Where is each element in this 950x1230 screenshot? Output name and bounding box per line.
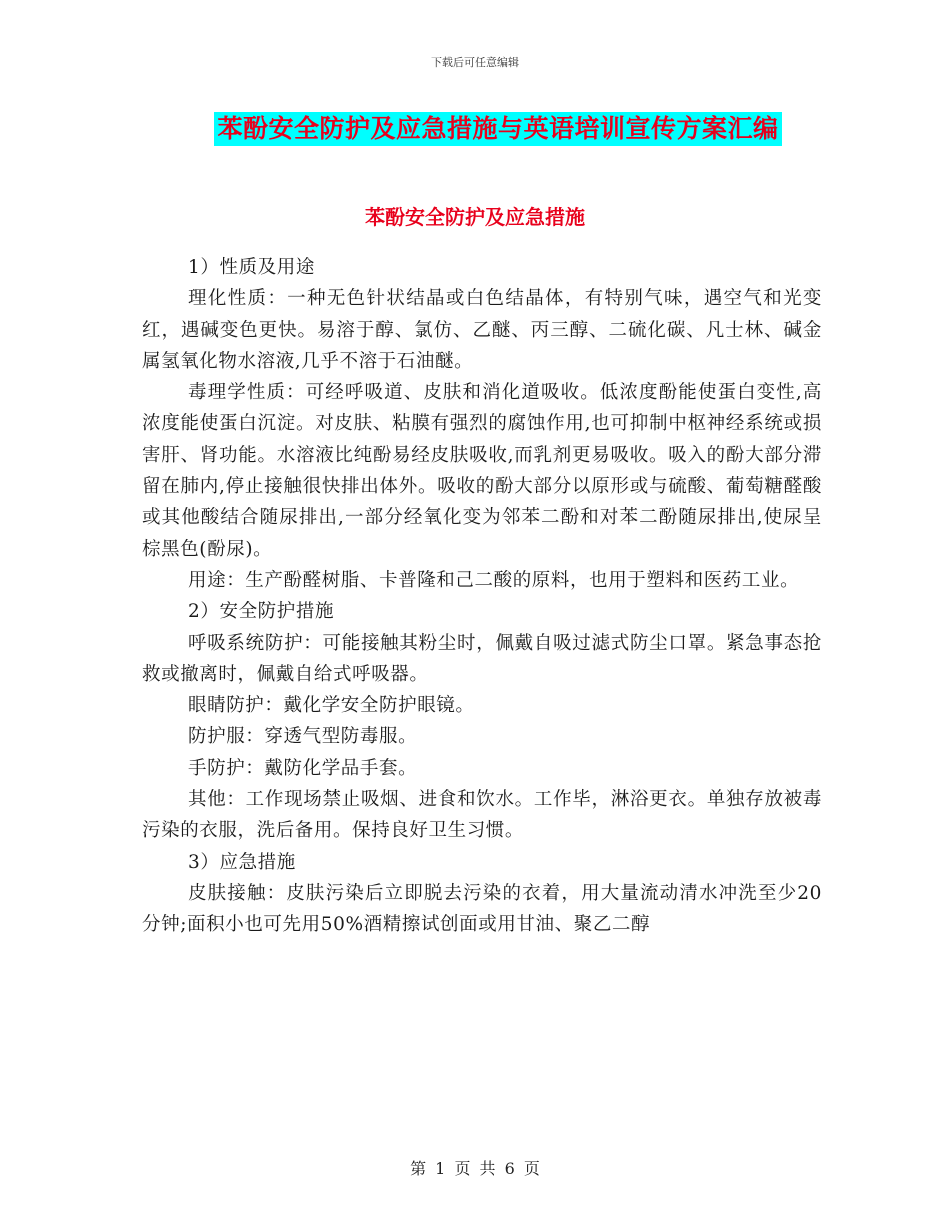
- paragraph: 呼吸系统防护：可能接触其粉尘时，佩戴自吸过滤式防尘口罩。紧急事态抢救或撤离时，佩戴自给式呼吸器。: [142, 632, 822, 685]
- paragraph: 眼睛防护：戴化学安全防护眼镜。: [188, 695, 475, 717]
- paragraph: 毒理学性质：可经呼吸道、皮肤和消化道吸收。低浓度酚能使蛋白变性,高浓度能使蛋白沉淀。对皮肤、粘膜有强烈的腐蚀作用,也可抑制中枢神经系统或损害肝、肾功能。水溶液比纯酚易经皮肤吸收,而乳剂更易吸收。吸入的酚大部分滞留在肺内,停止接触很快排出体外。吸收的酚大部分以原形或与硫酸、葡萄糖醛酸或其他酸结合随尿排出,一部分经氧化变为邻苯二酚和对苯二酚随尿排出,使尿呈棕黑色(酚尿)。: [142, 382, 822, 560]
- paragraph: 理化性质：一种无色针状结晶或白色结晶体，有特别气味，遇空气和光变红，遇碱变色更快。易溶于醇、氯仿、乙醚、丙三醇、二硫化碳、凡士林、碱金属氢氧化物水溶液,几乎不溶于石油醚。: [142, 288, 822, 372]
- paragraph: 用途：生产酚醛树脂、卡普隆和己二酸的原料，也用于塑料和医药工业。: [188, 569, 800, 591]
- paragraph: 其他：工作现场禁止吸烟、进食和饮水。工作毕，淋浴更衣。单独存放被毒污染的衣服，洗后备用。保持良好卫生习惯。: [142, 789, 822, 842]
- document-body: [142, 252, 822, 941]
- paragraph: 手防护：戴防化学品手套。: [188, 757, 418, 779]
- paragraph: 2）安全防护措施: [188, 601, 335, 623]
- section-title: 苯酚安全防护及应急措施: [365, 205, 585, 229]
- header-note: 下载后可任意编辑: [431, 56, 519, 69]
- paragraph: 皮肤接触：皮肤污染后立即脱去污染的衣着，用大量流动清水冲洗至少20分钟;面积小也可先用50%酒精擦试创面或用甘油、聚乙二醇: [142, 882, 822, 936]
- paragraph: 防护服：穿透气型防毒服。: [188, 726, 418, 748]
- paragraph: 3）应急措施: [188, 851, 296, 873]
- paragraph: 1）性质及用途: [188, 257, 315, 278]
- page-number: 第 1 页 共 6 页: [410, 1159, 540, 1178]
- title-wrapper: [0, 112, 950, 146]
- document-title: 苯酚安全防护及应急措施与英语培训宣传方案汇编: [214, 112, 781, 146]
